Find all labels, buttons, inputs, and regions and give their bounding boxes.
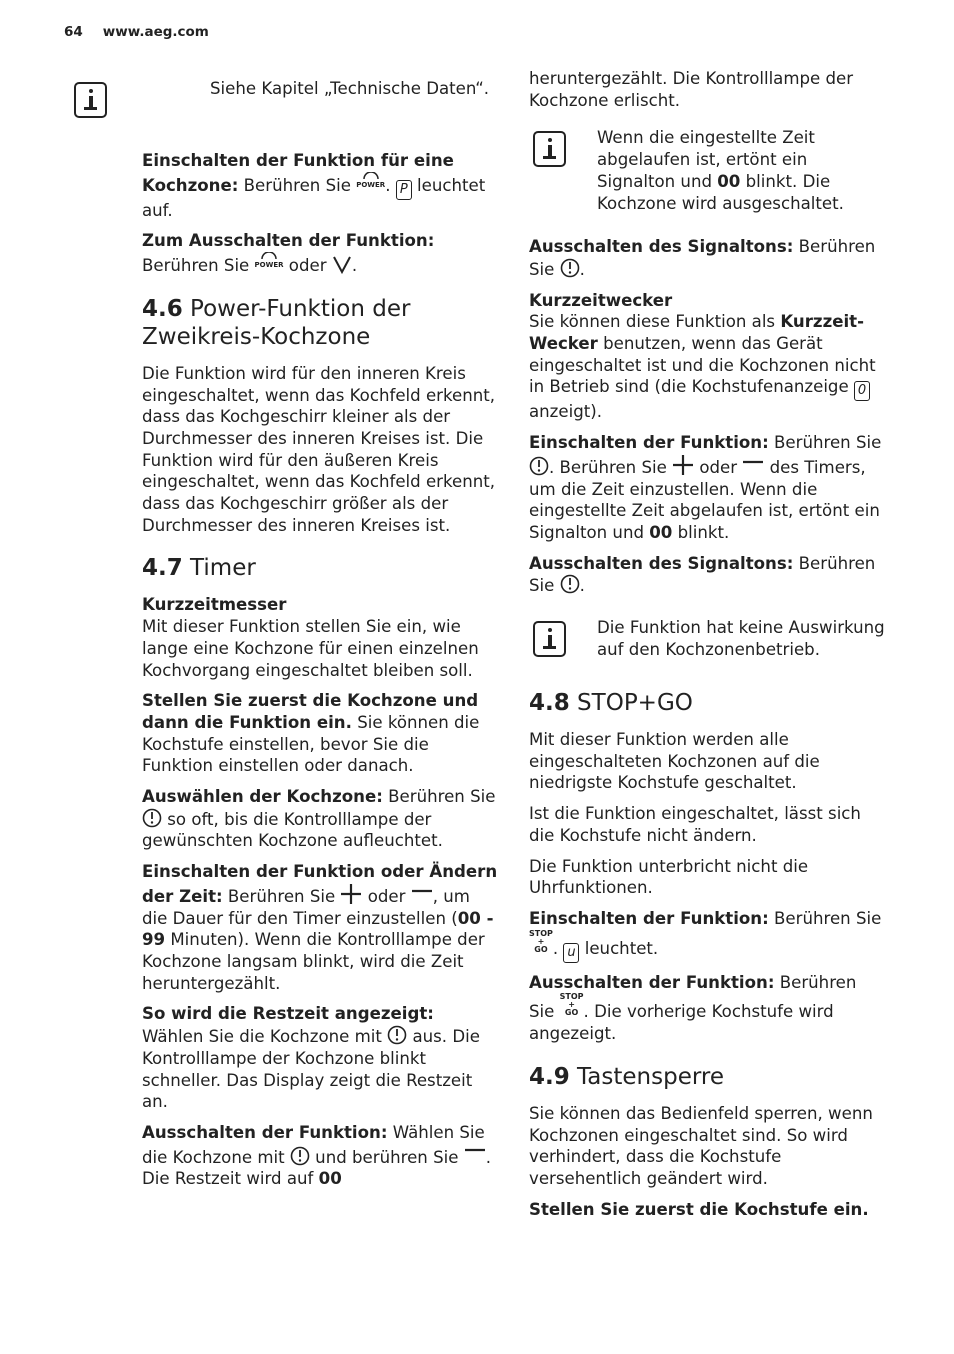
paragraph: Ausschalten der Funktion: Berühren Sie STOP + GO . Die vorherige Kochstufe wird angezeigt. bbox=[529, 972, 857, 1044]
info-note: Siehe Kapitel „Technische Daten“. bbox=[74, 78, 498, 128]
paragraph: Ist die Funktion eingeschaltet, lässt sich die Kochstufe nicht ändern. bbox=[529, 804, 861, 845]
paragraph: Ausschalten des Signaltons: Berühren Sie . bbox=[529, 237, 876, 279]
info-icon bbox=[74, 82, 107, 118]
minus-icon bbox=[411, 883, 433, 905]
plus-icon bbox=[340, 883, 362, 905]
timer-icon bbox=[529, 456, 549, 476]
paragraph: Ausschalten der Funktion: Wählen Sie die Kochzone mit und berühren Sie . Die Restzeit wird auf 00 bbox=[142, 1122, 491, 1189]
page-number: 64 bbox=[64, 24, 83, 40]
check-icon bbox=[332, 254, 352, 274]
paragraph: Auswählen der Kochzone: Berühren Sie so oft, bis die Kontrolllampe der gewünschten Kochzone aufleuchtet. bbox=[142, 787, 496, 851]
section-heading-4-6: 4.6 Power-Funktion der Zweikreis-Kochzone bbox=[142, 295, 411, 350]
paragraph: Ausschalten des Signaltons: Berühren Sie . bbox=[529, 553, 876, 596]
minus-icon bbox=[742, 454, 764, 476]
info-icon bbox=[533, 621, 566, 657]
timer-icon bbox=[560, 258, 580, 278]
paragraph: Sie können das Bedienfeld sperren, wenn Kochzonen eingeschaltet sind. So wird verhindert, dass die Kochstufe versehentlich geändert wird. bbox=[529, 1103, 873, 1188]
page-header bbox=[64, 24, 209, 40]
minus-icon bbox=[464, 1144, 486, 1166]
timer-icon bbox=[290, 1146, 310, 1166]
zero-indicator-icon: 0 bbox=[854, 381, 870, 401]
info-note: Wenn die eingestellte Zeit abgelaufen ist, ertönt ein Signalton und 00 blinkt. Die Kochzone wird ausgeschaltet. bbox=[529, 127, 885, 214]
paragraph: Die Funktion unterbricht nicht die Uhrfunktionen. bbox=[529, 856, 809, 898]
paragraph: So wird die Restzeit angezeigt: Wählen Sie die Kochzone mit aus. Die Kontrolllampe der Kochzone blinkt schneller. Das Display zeigt die Restzeit an. bbox=[142, 1004, 480, 1112]
u-indicator-icon: u bbox=[563, 943, 579, 963]
paragraph: Einschalten der Funktion: Berühren Sie STOP + GO . u leuchtet. bbox=[529, 908, 885, 963]
section-heading-4-7: 4.7 Timer bbox=[142, 555, 256, 582]
paragraph: Die Funktion wird für den inneren Kreis eingeschaltet, wenn das Kochfeld erkennt, dass das Kochgeschirr kleiner als der Durchmesser des inneren Kreises ist. Die Funktion wird für den äußeren Kreis eingeschaltet, wenn das Kochfeld erkennt, dass das Kochgeschirr größer als der Durchmesser des inneren Kreises ist. bbox=[142, 363, 496, 535]
right-column bbox=[529, 68, 885, 1229]
section-heading-4-8: 4.8 STOP+GO bbox=[529, 690, 693, 717]
info-icon bbox=[533, 131, 566, 167]
stopgo-icon: STOP + GO bbox=[559, 992, 584, 1018]
website: www.aeg.com bbox=[102, 24, 209, 40]
power-icon: POWER bbox=[356, 172, 385, 189]
timer-icon bbox=[387, 1025, 407, 1045]
timer-icon bbox=[560, 574, 580, 594]
paragraph: Kurzzeitwecker Sie können diese Funktion als Kurzzeit-Wecker benutzen, wenn das Gerät eingeschaltet ist und die Kochzonen nicht in Betrieb sind (die Kochstufenanzeige 0 anzeigt). bbox=[529, 290, 876, 422]
paragraph: Mit dieser Funktion werden alle eingeschalteten Kochzonen auf die niedrigste Kochstufe geschaltet. bbox=[529, 730, 820, 793]
paragraph: Einschalten der Funktion: Berühren Sie . Berühren Sie oder des Timers, um die Zeit einzustellen. Wenn die eingestellte Zeit abgelaufen ist, ertönt ein Signalton und 00 blinkt. bbox=[529, 433, 882, 542]
paragraph: Einschalten der Funktion oder Ändern der Zeit: Berühren Sie oder , um die Dauer für den Timer einzustellen (00 - 99 Minuten). Wenn die Kontrolllampe der Kochzone langsam blinkt, wird die Zeit heruntergezählt. bbox=[142, 862, 498, 993]
paragraph: Einschalten der Funktion für eine Kochzone: Berühren Sie POWER. P leuchtet auf. bbox=[142, 151, 486, 220]
paragraph: Kurzzeitmesser Mit dieser Funktion stellen Sie ein, wie lange eine Kochzone für einen einzelnen Kochvorgang eingeschaltet bleiben soll. bbox=[142, 595, 479, 680]
paragraph: Zum Ausschalten der Funktion: Berühren Sie POWER oder . bbox=[142, 231, 435, 276]
timer-icon bbox=[142, 808, 162, 828]
info-note: Die Funktion hat keine Auswirkung auf den Kochzonenbetrieb. bbox=[529, 617, 885, 667]
paragraph: Stellen Sie zuerst die Kochzone und dann die Funktion ein. Sie können die Kochstufe einstellen, bevor Sie die Funktion einstellen oder danach. bbox=[142, 691, 480, 776]
stopgo-icon: STOP + GO bbox=[529, 928, 553, 954]
power-icon: POWER bbox=[255, 252, 284, 269]
p-indicator-icon: P bbox=[396, 180, 412, 200]
plus-icon bbox=[672, 454, 694, 476]
paragraph: heruntergezählt. Die Kontrolllampe der Kochzone erlischt. bbox=[529, 69, 854, 110]
section-heading-4-9: 4.9 Tastensperre bbox=[529, 1063, 725, 1090]
paragraph: Stellen Sie zuerst die Kochstufe ein. bbox=[529, 1199, 869, 1219]
left-column bbox=[142, 78, 498, 1199]
